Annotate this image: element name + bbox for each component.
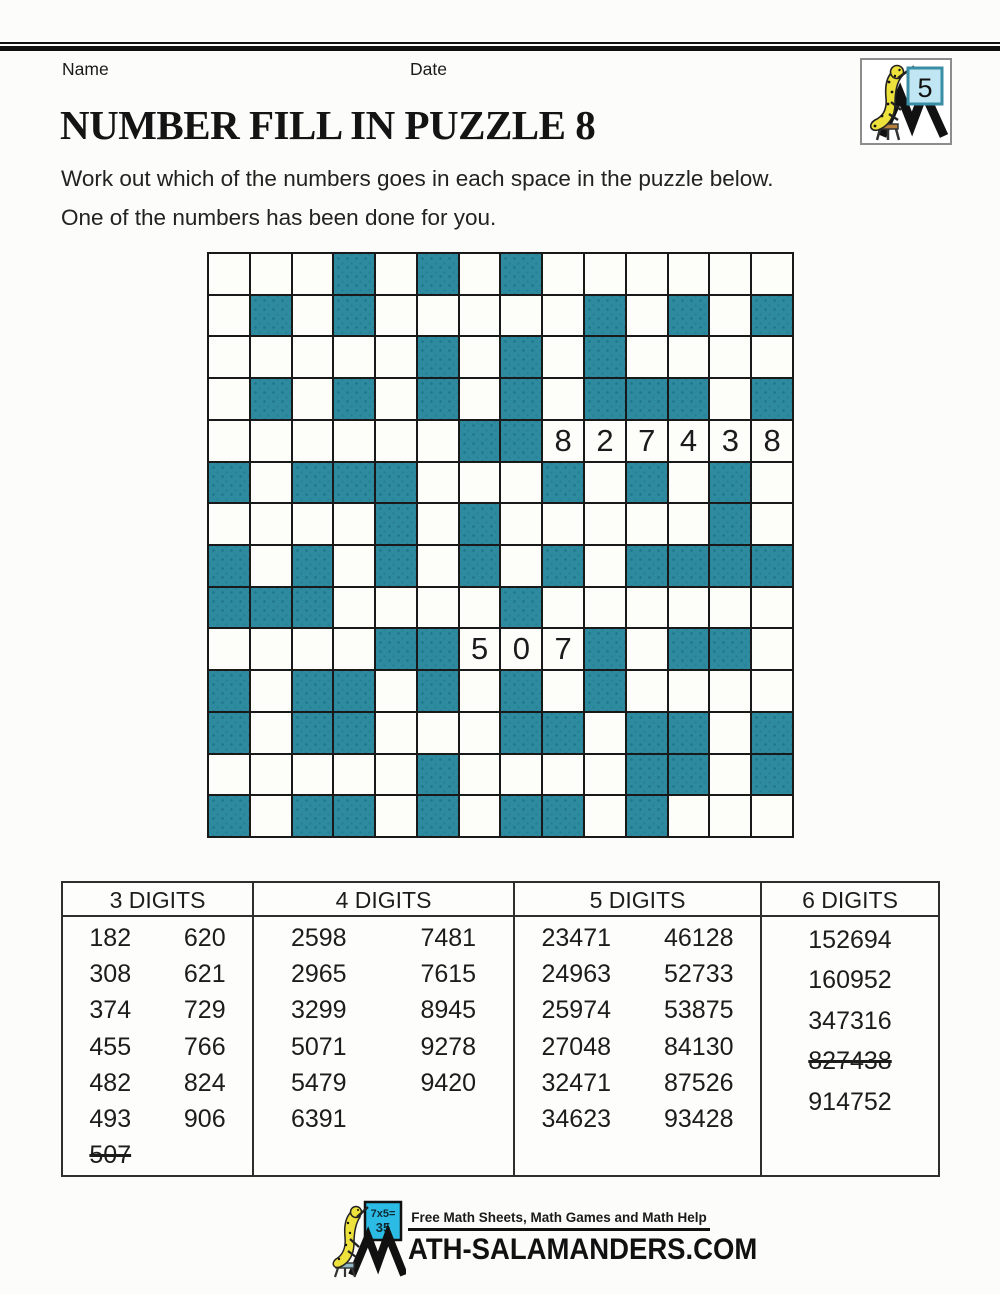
grid-cell-r6c13 (710, 463, 750, 503)
date-label: Date (410, 59, 447, 79)
prefilled-digit: 3 (721, 422, 739, 458)
grid-cell-r1c9[interactable] (543, 254, 583, 294)
grid-cell-r8c2[interactable] (251, 546, 291, 586)
answer-column-5-digits (513, 883, 760, 1175)
grid-cell-r8c9 (543, 546, 583, 586)
grid-cell-r5c2[interactable] (251, 421, 291, 461)
grid-cell-r3c11[interactable] (627, 337, 667, 377)
grid-cell-r9c10[interactable] (585, 588, 625, 628)
grid-cell-r7c6[interactable] (418, 504, 458, 544)
answer-number: 2965 (290, 959, 347, 988)
answer-number: 3299 (290, 996, 347, 1025)
grid-cell-r5c8 (501, 421, 541, 461)
grid-cell-r7c10[interactable] (585, 504, 625, 544)
grid-cell-r9c14[interactable] (752, 588, 792, 628)
grid-cell-r14c3 (293, 796, 333, 836)
grid-cell-r13c8[interactable] (501, 755, 541, 795)
grid-cell-r12c14 (752, 713, 792, 753)
grid-cell-r6c12[interactable] (669, 463, 709, 503)
grid-cell-r1c8 (501, 254, 541, 294)
grid-cell-r7c14[interactable] (752, 504, 792, 544)
grid-cell-r10c2[interactable] (251, 629, 291, 669)
grid-cell-r11c13[interactable] (710, 671, 750, 711)
grid-cell-r3c2[interactable] (251, 337, 291, 377)
grid-cell-r14c6 (418, 796, 458, 836)
grid-cell-r14c5[interactable] (376, 796, 416, 836)
grid-cell-r2c4 (334, 296, 374, 336)
prefilled-digit: 8 (554, 422, 572, 458)
grid-cell-r5c9[interactable] (543, 421, 583, 461)
grid-cell-r10c5 (376, 629, 416, 669)
answer-bank (61, 881, 940, 1177)
top-double-rule (0, 42, 1000, 51)
footer-logo-graphic (328, 1197, 406, 1279)
grid-cell-r5c12[interactable] (669, 421, 709, 461)
answer-list (158, 920, 253, 1175)
grid-cell-r14c7[interactable] (460, 796, 500, 836)
grid-cell-r8c7 (460, 546, 500, 586)
grid-cell-r7c5 (376, 504, 416, 544)
grid-cell-r4c9[interactable] (543, 379, 583, 419)
answer-number: 308 (89, 959, 132, 988)
answer-number: 87526 (663, 1068, 734, 1097)
grid-cell-r13c6 (418, 755, 458, 795)
answer-number: 374 (89, 996, 132, 1025)
grid-cell-r2c5[interactable] (376, 296, 416, 336)
grid-cell-r1c7[interactable] (460, 254, 500, 294)
grid-cell-r5c13[interactable] (710, 421, 750, 461)
answer-number: 5071 (290, 1032, 347, 1061)
grid-cell-r13c9[interactable] (543, 755, 583, 795)
answer-number: 347316 (808, 1006, 892, 1035)
answer-number: 621 (183, 959, 226, 988)
grid-cell-r6c2[interactable] (251, 463, 291, 503)
answer-number: 7615 (420, 959, 477, 988)
answer-column-6-digits (760, 883, 938, 1175)
grid-cell-r9c5[interactable] (376, 588, 416, 628)
grid-cell-r13c11 (627, 755, 667, 795)
grid-cell-r3c12[interactable] (669, 337, 709, 377)
grid-cell-r9c1 (209, 588, 249, 628)
answer-number: 53875 (663, 996, 734, 1025)
grid-cell-r7c8[interactable] (501, 504, 541, 544)
grid-cell-r6c14[interactable] (752, 463, 792, 503)
puzzle-grid (207, 252, 794, 838)
grid-cell-r13c7[interactable] (460, 755, 500, 795)
grid-cell-r8c10[interactable] (585, 546, 625, 586)
grid-cell-r12c9 (543, 713, 583, 753)
answer-list (515, 920, 638, 1175)
grid-cell-r13c3[interactable] (293, 755, 333, 795)
answer-column-header: 3 DIGITS (63, 883, 252, 917)
answer-list (254, 920, 384, 1175)
top-rule-thick-line (0, 46, 1000, 51)
answer-column-body (254, 917, 513, 1175)
grid-cell-r6c5 (376, 463, 416, 503)
grid-cell-r3c9[interactable] (543, 337, 583, 377)
answer-number: 620 (183, 923, 226, 952)
answer-number: 152694 (808, 925, 892, 954)
grid-cell-r10c11[interactable] (627, 629, 667, 669)
instructions (61, 160, 774, 237)
answer-number: 6391 (290, 1105, 347, 1134)
grid-cell-r7c2[interactable] (251, 504, 291, 544)
answer-column-3-digits (63, 883, 252, 1175)
grid-cell-r11c1 (209, 671, 249, 711)
answer-number: 25974 (541, 996, 612, 1025)
answer-number: 34623 (541, 1105, 612, 1134)
grid-cell-r9c12[interactable] (669, 588, 709, 628)
prefilled-digit: 0 (512, 631, 530, 667)
grid-cell-r2c10 (585, 296, 625, 336)
grid-cell-r11c9[interactable] (543, 671, 583, 711)
grid-cell-r13c1[interactable] (209, 755, 249, 795)
grid-cell-r5c11[interactable] (627, 421, 667, 461)
grid-cell-r3c3[interactable] (293, 337, 333, 377)
grid-cell-r8c6[interactable] (418, 546, 458, 586)
grid-cell-r5c1[interactable] (209, 421, 249, 461)
grid-cell-r6c1 (209, 463, 249, 503)
grid-cell-r4c7[interactable] (460, 379, 500, 419)
grid-cell-r11c11[interactable] (627, 671, 667, 711)
grid-cell-r14c1 (209, 796, 249, 836)
grid-cell-r14c10[interactable] (585, 796, 625, 836)
answer-column-header: 5 DIGITS (515, 883, 760, 917)
grid-cell-r4c14 (752, 379, 792, 419)
grid-cell-r12c11 (627, 713, 667, 753)
answer-number: 493 (89, 1105, 132, 1134)
grid-cell-r8c11 (627, 546, 667, 586)
grid-cell-r10c13 (710, 629, 750, 669)
grid-cell-r7c13 (710, 504, 750, 544)
grid-cell-r1c6 (418, 254, 458, 294)
grid-cell-r11c14[interactable] (752, 671, 792, 711)
grid-cell-r10c9[interactable] (543, 629, 583, 669)
footer-tagline: Free Math Sheets, Math Games and Math Help (411, 1210, 707, 1225)
grid-cell-r13c10[interactable] (585, 755, 625, 795)
answer-number: 84130 (663, 1032, 734, 1061)
answer-number: 9278 (420, 1032, 477, 1061)
grid-cell-r3c10 (585, 337, 625, 377)
grid-cell-r11c5[interactable] (376, 671, 416, 711)
grid-cell-r10c1[interactable] (209, 629, 249, 669)
grid-cell-r9c2 (251, 588, 291, 628)
grid-cell-r10c8[interactable] (501, 629, 541, 669)
grid-cell-r12c5[interactable] (376, 713, 416, 753)
grid-cell-r3c6 (418, 337, 458, 377)
grid-cell-r6c8[interactable] (501, 463, 541, 503)
grid-cell-r7c11[interactable] (627, 504, 667, 544)
grid-cell-r11c3 (293, 671, 333, 711)
grid-cell-r1c10[interactable] (585, 254, 625, 294)
answer-number: 32471 (541, 1068, 612, 1097)
answer-list (762, 920, 938, 1175)
grid-cell-r2c14 (752, 296, 792, 336)
grid-cell-r10c14[interactable] (752, 629, 792, 669)
answer-number: 827438 (808, 1047, 892, 1076)
footer-text-block (408, 1197, 758, 1266)
grid-cell-r8c3 (293, 546, 333, 586)
grid-cell-r1c4 (334, 254, 374, 294)
grid-cell-r2c2 (251, 296, 291, 336)
grid-cell-r8c8[interactable] (501, 546, 541, 586)
grid-cell-r3c8 (501, 337, 541, 377)
prefilled-digit: 8 (763, 422, 781, 458)
grid-cell-r11c2[interactable] (251, 671, 291, 711)
grid-cell-r11c10 (585, 671, 625, 711)
answer-column-4-digits (252, 883, 513, 1175)
grid-cell-r2c7[interactable] (460, 296, 500, 336)
answer-number: 766 (183, 1032, 226, 1061)
prefilled-digit: 7 (554, 631, 572, 667)
answer-number: 24963 (541, 959, 612, 988)
grid-cell-r1c2[interactable] (251, 254, 291, 294)
grid-cell-r1c5[interactable] (376, 254, 416, 294)
grid-cell-r11c6 (418, 671, 458, 711)
grid-cell-r9c7[interactable] (460, 588, 500, 628)
grid-cell-r4c8 (501, 379, 541, 419)
grid-cell-r10c3[interactable] (293, 629, 333, 669)
grid-cell-r13c12 (669, 755, 709, 795)
footer-brand (328, 1197, 758, 1279)
grid-cell-r6c3 (293, 463, 333, 503)
grid-cell-r11c4 (334, 671, 374, 711)
grid-cell-r3c7[interactable] (460, 337, 500, 377)
answer-number: 27048 (541, 1032, 612, 1061)
grid-cell-r13c14 (752, 755, 792, 795)
grid-cell-r1c12[interactable] (669, 254, 709, 294)
grid-cell-r14c14[interactable] (752, 796, 792, 836)
grid-cell-r3c5[interactable] (376, 337, 416, 377)
grid-cell-r2c13[interactable] (710, 296, 750, 336)
grid-cell-r2c11[interactable] (627, 296, 667, 336)
grid-cell-r10c12 (669, 629, 709, 669)
grid-cell-r6c11 (627, 463, 667, 503)
answer-number: 182 (89, 923, 132, 952)
grid-cell-r8c12 (669, 546, 709, 586)
grid-cell-r2c1[interactable] (209, 296, 249, 336)
grid-cell-r1c3[interactable] (293, 254, 333, 294)
grid-cell-r2c9[interactable] (543, 296, 583, 336)
grid-cell-r9c8 (501, 588, 541, 628)
logo-board-digit: 5 (917, 73, 933, 103)
instructions-line-1: Work out which of the numbers goes in each space in the puzzle below. (61, 166, 774, 191)
grid-cell-r4c4 (334, 379, 374, 419)
grid-cell-r12c7[interactable] (460, 713, 500, 753)
answer-number: 482 (89, 1068, 132, 1097)
grid-cell-r2c12 (669, 296, 709, 336)
grid-cell-r3c1[interactable] (209, 337, 249, 377)
grid-cell-r12c6[interactable] (418, 713, 458, 753)
answer-number: 52733 (663, 959, 734, 988)
grid-cell-r5c3[interactable] (293, 421, 333, 461)
grid-cell-r9c11[interactable] (627, 588, 667, 628)
grid-cell-r7c4[interactable] (334, 504, 374, 544)
answer-number: 46128 (663, 923, 734, 952)
grid-cell-r3c4[interactable] (334, 337, 374, 377)
grid-cell-r4c12 (669, 379, 709, 419)
grid-cell-r2c6[interactable] (418, 296, 458, 336)
prefilled-digit: 4 (679, 422, 698, 458)
grid-cell-r12c4 (334, 713, 374, 753)
grid-cell-r6c9 (543, 463, 583, 503)
grid-cell-r5c10[interactable] (585, 421, 625, 461)
grid-cell-r13c4[interactable] (334, 755, 374, 795)
grid-cell-r13c2[interactable] (251, 755, 291, 795)
grid-cell-r5c6[interactable] (418, 421, 458, 461)
grid-cell-r7c12[interactable] (669, 504, 709, 544)
grid-cell-r2c3[interactable] (293, 296, 333, 336)
grid-cell-r8c14 (752, 546, 792, 586)
grid-cell-r10c10 (585, 629, 625, 669)
math-salamanders-corner-logo (860, 58, 952, 145)
grid-cell-r6c6[interactable] (418, 463, 458, 503)
grid-cell-r6c4 (334, 463, 374, 503)
grid-cell-r1c11[interactable] (627, 254, 667, 294)
grid-cell-r4c3[interactable] (293, 379, 333, 419)
prefilled-digit: 5 (470, 631, 489, 667)
instructions-line-2: One of the numbers has been done for you. (61, 204, 497, 230)
grid-cell-r10c6 (418, 629, 458, 669)
grid-cell-r2c8[interactable] (501, 296, 541, 336)
grid-cell-r10c4[interactable] (334, 629, 374, 669)
prefilled-digit: 7 (638, 422, 656, 458)
answer-number: 2598 (290, 923, 347, 952)
answer-number: 93428 (663, 1105, 734, 1134)
grid-cell-r12c10[interactable] (585, 713, 625, 753)
grid-cell-r14c13[interactable] (710, 796, 750, 836)
grid-cell-r1c14[interactable] (752, 254, 792, 294)
answer-number: 9420 (420, 1068, 477, 1097)
grid-cell-r1c13[interactable] (710, 254, 750, 294)
grid-cell-r8c1 (209, 546, 249, 586)
grid-cell-r10c7[interactable] (460, 629, 500, 669)
grid-cell-r9c13[interactable] (710, 588, 750, 628)
grid-cell-r4c5[interactable] (376, 379, 416, 419)
grid-cell-r11c7[interactable] (460, 671, 500, 711)
answer-list (384, 920, 514, 1175)
corner-logo-graphic (862, 60, 950, 143)
grid-cell-r4c6 (418, 379, 458, 419)
grid-cell-r5c4[interactable] (334, 421, 374, 461)
grid-cell-r9c9[interactable] (543, 588, 583, 628)
footer-divider (408, 1228, 710, 1231)
logo-number-board (908, 68, 942, 104)
answer-number: 160952 (808, 966, 892, 995)
grid-cell-r13c13[interactable] (710, 755, 750, 795)
answer-number: 507 (89, 1141, 132, 1170)
grid-cell-r7c3[interactable] (293, 504, 333, 544)
name-label: Name (62, 59, 109, 79)
grid-cell-r5c7 (460, 421, 500, 461)
answer-number: 8945 (420, 996, 477, 1025)
grid-cell-r13c5[interactable] (376, 755, 416, 795)
prefilled-digit: 2 (596, 422, 614, 458)
grid-cell-r9c3 (293, 588, 333, 628)
answer-number: 7481 (420, 923, 477, 952)
footer-board-line1: 7x5= (370, 1208, 396, 1220)
answer-column-header: 4 DIGITS (254, 883, 513, 917)
answer-column-header: 6 DIGITS (762, 883, 938, 917)
grid-cell-r5c5[interactable] (376, 421, 416, 461)
grid-cell-r3c13[interactable] (710, 337, 750, 377)
grid-cell-r6c10[interactable] (585, 463, 625, 503)
grid-cell-r7c9[interactable] (543, 504, 583, 544)
answer-list (638, 920, 761, 1175)
grid-cell-r14c9 (543, 796, 583, 836)
grid-cell-r14c2[interactable] (251, 796, 291, 836)
grid-cell-r12c2[interactable] (251, 713, 291, 753)
grid-cell-r8c4[interactable] (334, 546, 374, 586)
grid-cell-r9c4[interactable] (334, 588, 374, 628)
answer-column-body (63, 917, 252, 1175)
footer-site-name: ATH-SALAMANDERS.COM (408, 1232, 758, 1266)
grid-cell-r5c14[interactable] (752, 421, 792, 461)
grid-cell-r7c7 (460, 504, 500, 544)
grid-cell-r11c12[interactable] (669, 671, 709, 711)
grid-cell-r1c1[interactable] (209, 254, 249, 294)
answer-column-body (515, 917, 760, 1175)
grid-cell-r12c3 (293, 713, 333, 753)
grid-cell-r4c11 (627, 379, 667, 419)
grid-cell-r4c2 (251, 379, 291, 419)
answer-number: 455 (89, 1032, 132, 1061)
grid-cell-r4c1[interactable] (209, 379, 249, 419)
grid-cell-r12c12 (669, 713, 709, 753)
grid-cell-r12c1 (209, 713, 249, 753)
grid-cell-r12c8 (501, 713, 541, 753)
grid-cell-r14c4 (334, 796, 374, 836)
answer-number: 824 (183, 1068, 226, 1097)
answer-number: 23471 (541, 923, 612, 952)
answer-number: 914752 (808, 1087, 892, 1116)
grid-cell-r8c5 (376, 546, 416, 586)
grid-cell-r14c11 (627, 796, 667, 836)
answer-number: 906 (183, 1105, 226, 1134)
grid-cell-r4c10 (585, 379, 625, 419)
grid-cell-r14c8 (501, 796, 541, 836)
grid-cell-r7c1[interactable] (209, 504, 249, 544)
grid-cell-r9c6[interactable] (418, 588, 458, 628)
grid-cell-r12c13[interactable] (710, 713, 750, 753)
grid-cell-r8c13 (710, 546, 750, 586)
footer-board-line2: 35 (375, 1220, 391, 1235)
grid-cell-r11c8 (501, 671, 541, 711)
page-title: NUMBER FILL IN PUZZLE 8 (60, 102, 596, 148)
grid-cell-r14c12[interactable] (669, 796, 709, 836)
answer-list (63, 920, 158, 1175)
grid-cell-r3c14[interactable] (752, 337, 792, 377)
answer-number: 5479 (290, 1068, 347, 1097)
answer-number: 729 (183, 996, 226, 1025)
grid-cell-r6c7[interactable] (460, 463, 500, 503)
grid-cell-r4c13[interactable] (710, 379, 750, 419)
answer-column-body (762, 917, 938, 1175)
